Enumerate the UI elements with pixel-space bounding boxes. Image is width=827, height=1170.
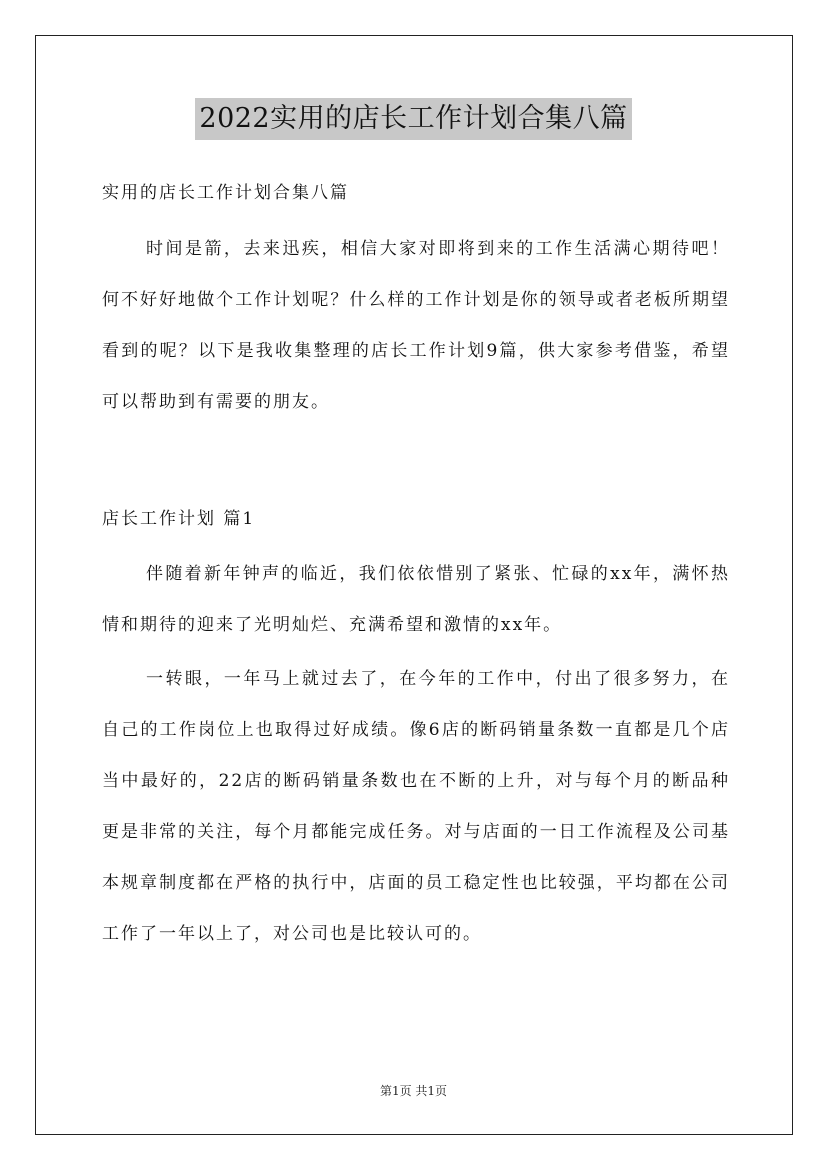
paragraph-1: 伴随着新年钟声的临近，我们依依惜别了紧张、忙碌的xx年，满怀热情和期待的迎来了光明灿烂、充满希望和激情的xx年。 (102, 564, 730, 635)
page-footer: 第1页 共1页 (379, 1084, 448, 1098)
section-heading: 店长工作计划 篇1 (102, 509, 256, 529)
intro-paragraph: 时间是箭，去来迅疾，相信大家对即将到来的工作生活满心期待吧！何不好好地做个工作计划呢？什么样的工作计划是你的领导或者老板所期望看到的呢？以下是我收集整理的店长工作计划9篇，供大家参考借鉴，希望可以帮助到有需要的朋友。 (102, 239, 730, 412)
subtitle: 实用的店长工作计划合集八篇 (102, 183, 349, 203)
document-title: 2022实用的店长工作计划合集八篇 (195, 98, 631, 140)
title-wrap (0, 98, 827, 140)
paragraph-2: 一转眼，一年马上就过去了，在今年的工作中，付出了很多努力，在自己的工作岗位上也取得过好成绩。像6店的断码销量条数一直都是几个店当中最好的，22店的断码销量条数也在不断的上升，对与每个月的断品种更是非常的关注，每个月都能完成任务。对与店面的一日工作流程及公司基本规章制度都在严格的执行中，店面的员工稳定性也比较强，平均都在公司工作了一年以上了，对公司也是比较认可的。 (102, 669, 730, 944)
